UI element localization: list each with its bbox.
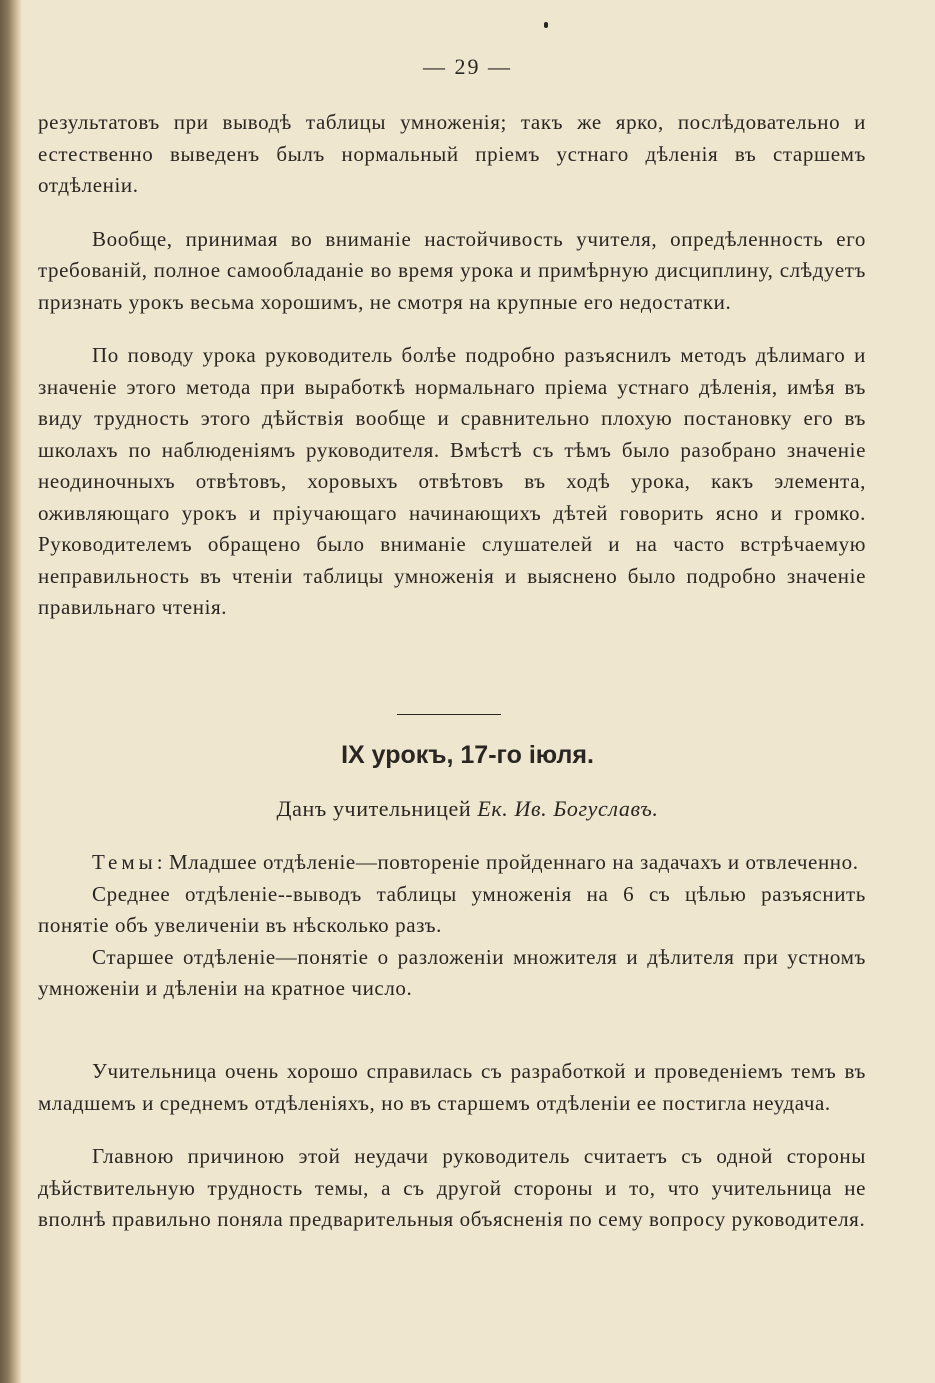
section-divider [397, 714, 501, 715]
paragraph-teacher-result: Учительница очень хорошо справилась съ разработкой и проведеніемъ темъ въ младшемъ и среднемъ отдѣленіяхъ, но въ старшемъ отдѣленіи ее постигла неудача. [38, 1059, 866, 1115]
themes-label: Темы [92, 850, 157, 874]
theme-junior [38, 847, 866, 879]
page-number: — 29 — [423, 54, 512, 79]
ink-speck [544, 22, 548, 28]
text-block-themes [38, 847, 866, 1005]
theme-middle: Среднее отдѣленіе--выводъ таблицы умноженія на 6 съ цѣлью разъяснить понятіе объ увеличеніи въ нѣсколько разъ. [38, 881, 866, 937]
text-block-bottom [38, 1056, 866, 1236]
text-block-top [38, 107, 866, 624]
byline-prefix: Данъ учительницей [276, 796, 472, 821]
lesson-byline [0, 796, 935, 822]
paragraph-assessment: Вообще, принимая во вниманіе настойчивость учителя, опредѣленность его требованій, полное самообладаніе во время урока и примѣрную дисциплину, слѣдуетъ признать урокъ весьма хорошимъ, не смотря на крупные его недостатки. [38, 226, 866, 314]
theme-senior: Старшее отдѣленіе—понятіе о разложеніи множителя и дѣлителя при устномъ умноженіи и дѣленіи на кратное число. [38, 944, 866, 1000]
theme-junior-text: : Младшее отдѣленіе—повтореніе пройденнаго на задачахъ и отвлеченно. [156, 850, 859, 874]
teacher-name: Ек. Ив. Богуславъ. [477, 796, 659, 821]
paragraph-failure-reason: Главною причиною этой неудачи руководитель считаетъ съ одной стороны дѣйствительную трудность темы, а съ другой стороны и то, что учительница не вполнѣ правильно поняла предварительныя объясненія по сему вопросу руководителя. [38, 1144, 866, 1231]
book-spine-shadow [0, 0, 22, 1383]
paragraph-supervisor-notes: По поводу урока руководитель болѣе подробно разъяснилъ методъ дѣлимаго и значеніе этого метода при выработкѣ нормальнаго пріема устнаго дѣленія, имѣя въ виду трудность этого дѣйствія вообще и сравнительно плохую постановку его въ школахъ по наблюденіямъ руководителя. Вмѣстѣ съ тѣмъ было разобрано значеніе неодиночныхъ отвѣтовъ, хоровыхъ отвѣтовъ въ ходѣ урока, какъ элемента, оживляющаго урокъ и пріучающаго начинающихъ дѣтей говорить ясно и громко. Руководителемъ обращено было вниманіе слушателей и на часто встрѣчаемую неправильность въ чтеніи таблицы умноженія и выяснено было подробно значеніе правильнаго чтенія. [38, 343, 866, 619]
section-heading: IX урокъ, 17-го іюля. [341, 741, 594, 769]
paragraph-continuation: результатовъ при выводѣ таблицы умноженія; такъ же ярко, послѣдовательно и естественно выведенъ былъ нормальный пріемъ устнаго дѣленія въ старшемъ отдѣленіи. [38, 110, 866, 197]
